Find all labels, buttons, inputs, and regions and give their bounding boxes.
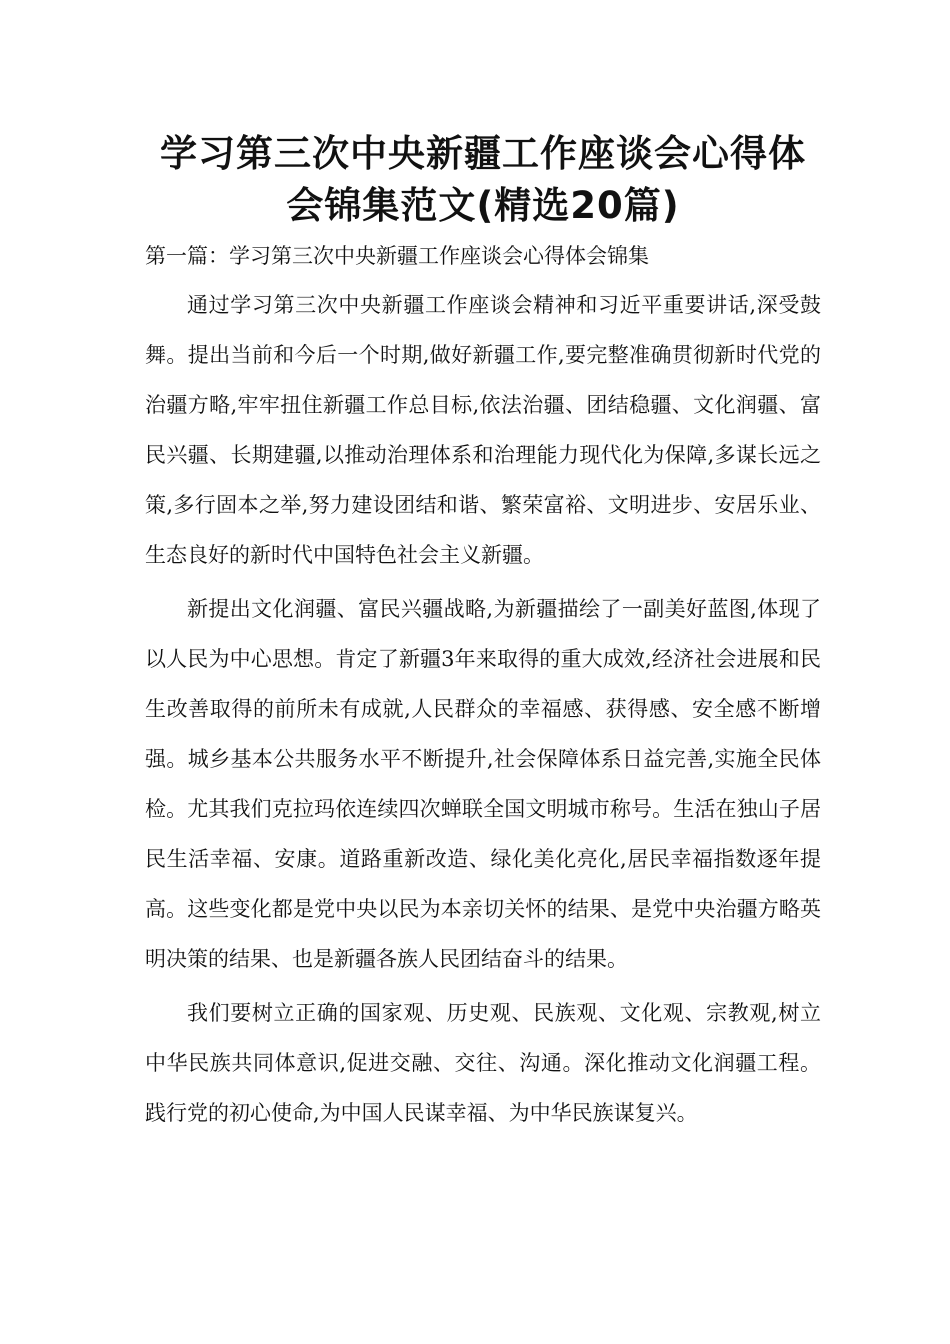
paragraph-1: 通过学习第三次中央新疆工作座谈会精神和习近平重要讲话,深受鼓舞。提出当前和今后一个时期,做好新疆工作,要完整准确贯彻新时代党的治疆方略,牢牢扭住新疆工作总目标,依法治疆、团结稳疆、文化润疆、富民兴疆、长期建疆,以推动治理体系和治理能力现代化为保障,多谋长远之策,多行固本之举,努力建设团结和谐、繁荣富裕、文明进步、安居乐业、生态良好的新时代中国特色社会主义新疆。 bbox=[145, 293, 821, 567]
document-page bbox=[145, 128, 821, 1138]
title-line-1: 学习第三次中央新疆工作座谈会心得体 bbox=[160, 132, 806, 175]
document-title bbox=[145, 128, 821, 232]
paragraph-3: 我们要树立正确的国家观、历史观、民族观、文化观、宗教观,树立中华民族共同体意识,促进交融、交往、沟通。深化推动文化润疆工程。践行党的初心使命,为中国人民谋幸福、为中华民族谋复兴。 bbox=[145, 1001, 821, 1125]
section-heading: 第一篇：学习第三次中央新疆工作座谈会心得体会锦集 bbox=[145, 244, 649, 268]
title-line-2: 会锦集范文(精选20篇) bbox=[286, 184, 680, 227]
paragraph-2: 新提出文化润疆、富民兴疆战略,为新疆描绘了一副美好蓝图,体现了以人民为中心思想。肯定了新疆3年来取得的重大成效,经济社会进展和民生改善取得的前所未有成就,人民群众的幸福感、获得感、安全感不断增强。城乡基本公共服务水平不断提升,社会保障体系日益完善,实施全民体检。尤其我们克拉玛依连续四次蝉联全国文明城市称号。生活在独山子居民生活幸福、安康。道路重新改造、绿化美化亮化,居民幸福指数逐年提高。这些变化都是党中央以民为本亲切关怀的结果、是党中央治疆方略英明决策的结果、也是新疆各族人民团结奋斗的结果。 bbox=[145, 597, 821, 971]
